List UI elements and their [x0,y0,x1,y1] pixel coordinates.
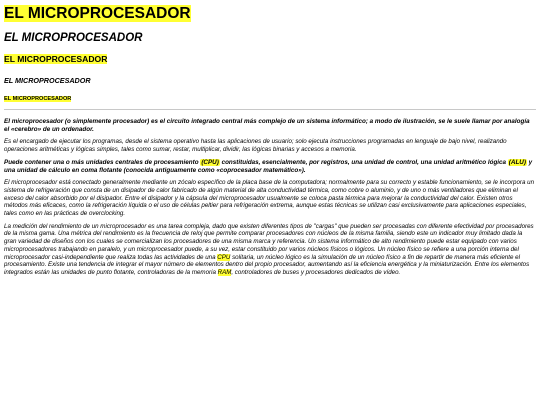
units-text-3: y una unidad de cálculo en coma flotante (conocida antiguamente como «coprocesador matemático»). [4,158,533,174]
cpu-inline-highlight: CPU [217,253,231,261]
alu-highlight: (ALU) [508,158,526,166]
heading-5-text: EL MICROPROCESADOR [4,96,72,102]
performance-paragraph [4,223,536,277]
cpu-highlight: (CPU) [201,158,219,166]
units-text-2: constituidas, esencialmente, por registros, una unidad de control, una unidad aritmético lógica [219,158,508,166]
heading-3-text: EL MICROPROCESADOR [4,54,108,64]
performance-text-2: solitaria, un núcleo lógico es la simulación de un núcleo físico a fin de repartir de manera más eficiente el procesamiento. Existe una tendencia de integrar el mayor número de elementos dentro del propio procesador, aumentando así la eficiencia energética y la miniaturización. Entre los elementos integrados están las unidades de punto flotante, controladoras de la memoria [4,253,530,276]
performance-text-3: , controladores de buses y procesadores dedicados de vídeo. [231,268,401,276]
heading-1-text: EL MICROPROCESADOR [4,5,191,22]
role-paragraph: Es el encargado de ejecutar los programas, desde el sistema operativo hasta las aplicaciones de usuario; solo ejecuta instrucciones programadas en lenguaje de bajo nivel, realizando operaciones aritméticas y lógicas simples, tales como sumar, restar, multiplicar, dividir, las lógicas binarias y accesos a memoria. [4,138,507,154]
cooling-paragraph: El microprocesador está conectado generalmente mediante un zócalo específico de la placa base de la computadora; normalmente para su correcto y estable funcionamiento, se le incorpora un sistema de refrigeración que consta de un disipador de calor fabricado de algún material de alta conductividad térmica, como cobre o aluminio, y de uno o más ventiladores que eliminan el exceso del calor absorbido por el disipador. Entre el disipador y la cápsula del microprocesador usualmente se coloca pasta térmica para mejorar la conductividad del calor. Existen otros métodos más eficaces, como la refrigeración líquida o el uso de células peltier para refrigeración extrema, aunque estas técnicas se utilizan casi exclusivamente para aplicaciones especiales, tales como en las prácticas de overclocking. [4,179,535,218]
heading-level-1 [4,4,536,24]
units-paragraph [4,159,536,174]
divider [4,109,536,110]
intro-paragraph: El microprocesador (o simplemente procesador) es el circuito integrado central más complejo de un sistema informático; a modo de ilustración, se le suele llamar por analogía el «cerebro» de un ordenador. [4,118,530,133]
units-text-1: Puede contener una o más unidades centrales de procesamiento [4,158,201,166]
heading-level-2: EL MICROPROCESADOR [4,32,143,44]
performance-text-1: La medición del rendimiento de un microprocesador es una tarea compleja, dado que existen diferentes tipos de "cargas" que pueden ser procesadas con diferente efectividad por procesadores de la misma gama. Una métrica del rendimiento es la frecuencia de reloj que permite comparar procesadores con núcleos de la misma familia, siendo este un indicador muy limitado dada la gran variedad de diseños con los cuales se comercializan los procesadores de una misma marca y referencia. Un sistema informático de alto rendimiento puede estar equipado con varios microprocesadores trabajando en paralelo, y un microprocesador puede, a su vez, estar constituido por varios núcleos físicos o lógicos. Un núcleo físico se refiere a una porción interna del microprocesador casi-independiente que realiza todas las actividades de una [4,222,534,261]
heading-level-5 [4,95,536,103]
ram-highlight: RAM [217,268,232,276]
heading-level-3 [4,54,536,65]
heading-level-4: EL MICROPROCESADOR [4,76,91,85]
